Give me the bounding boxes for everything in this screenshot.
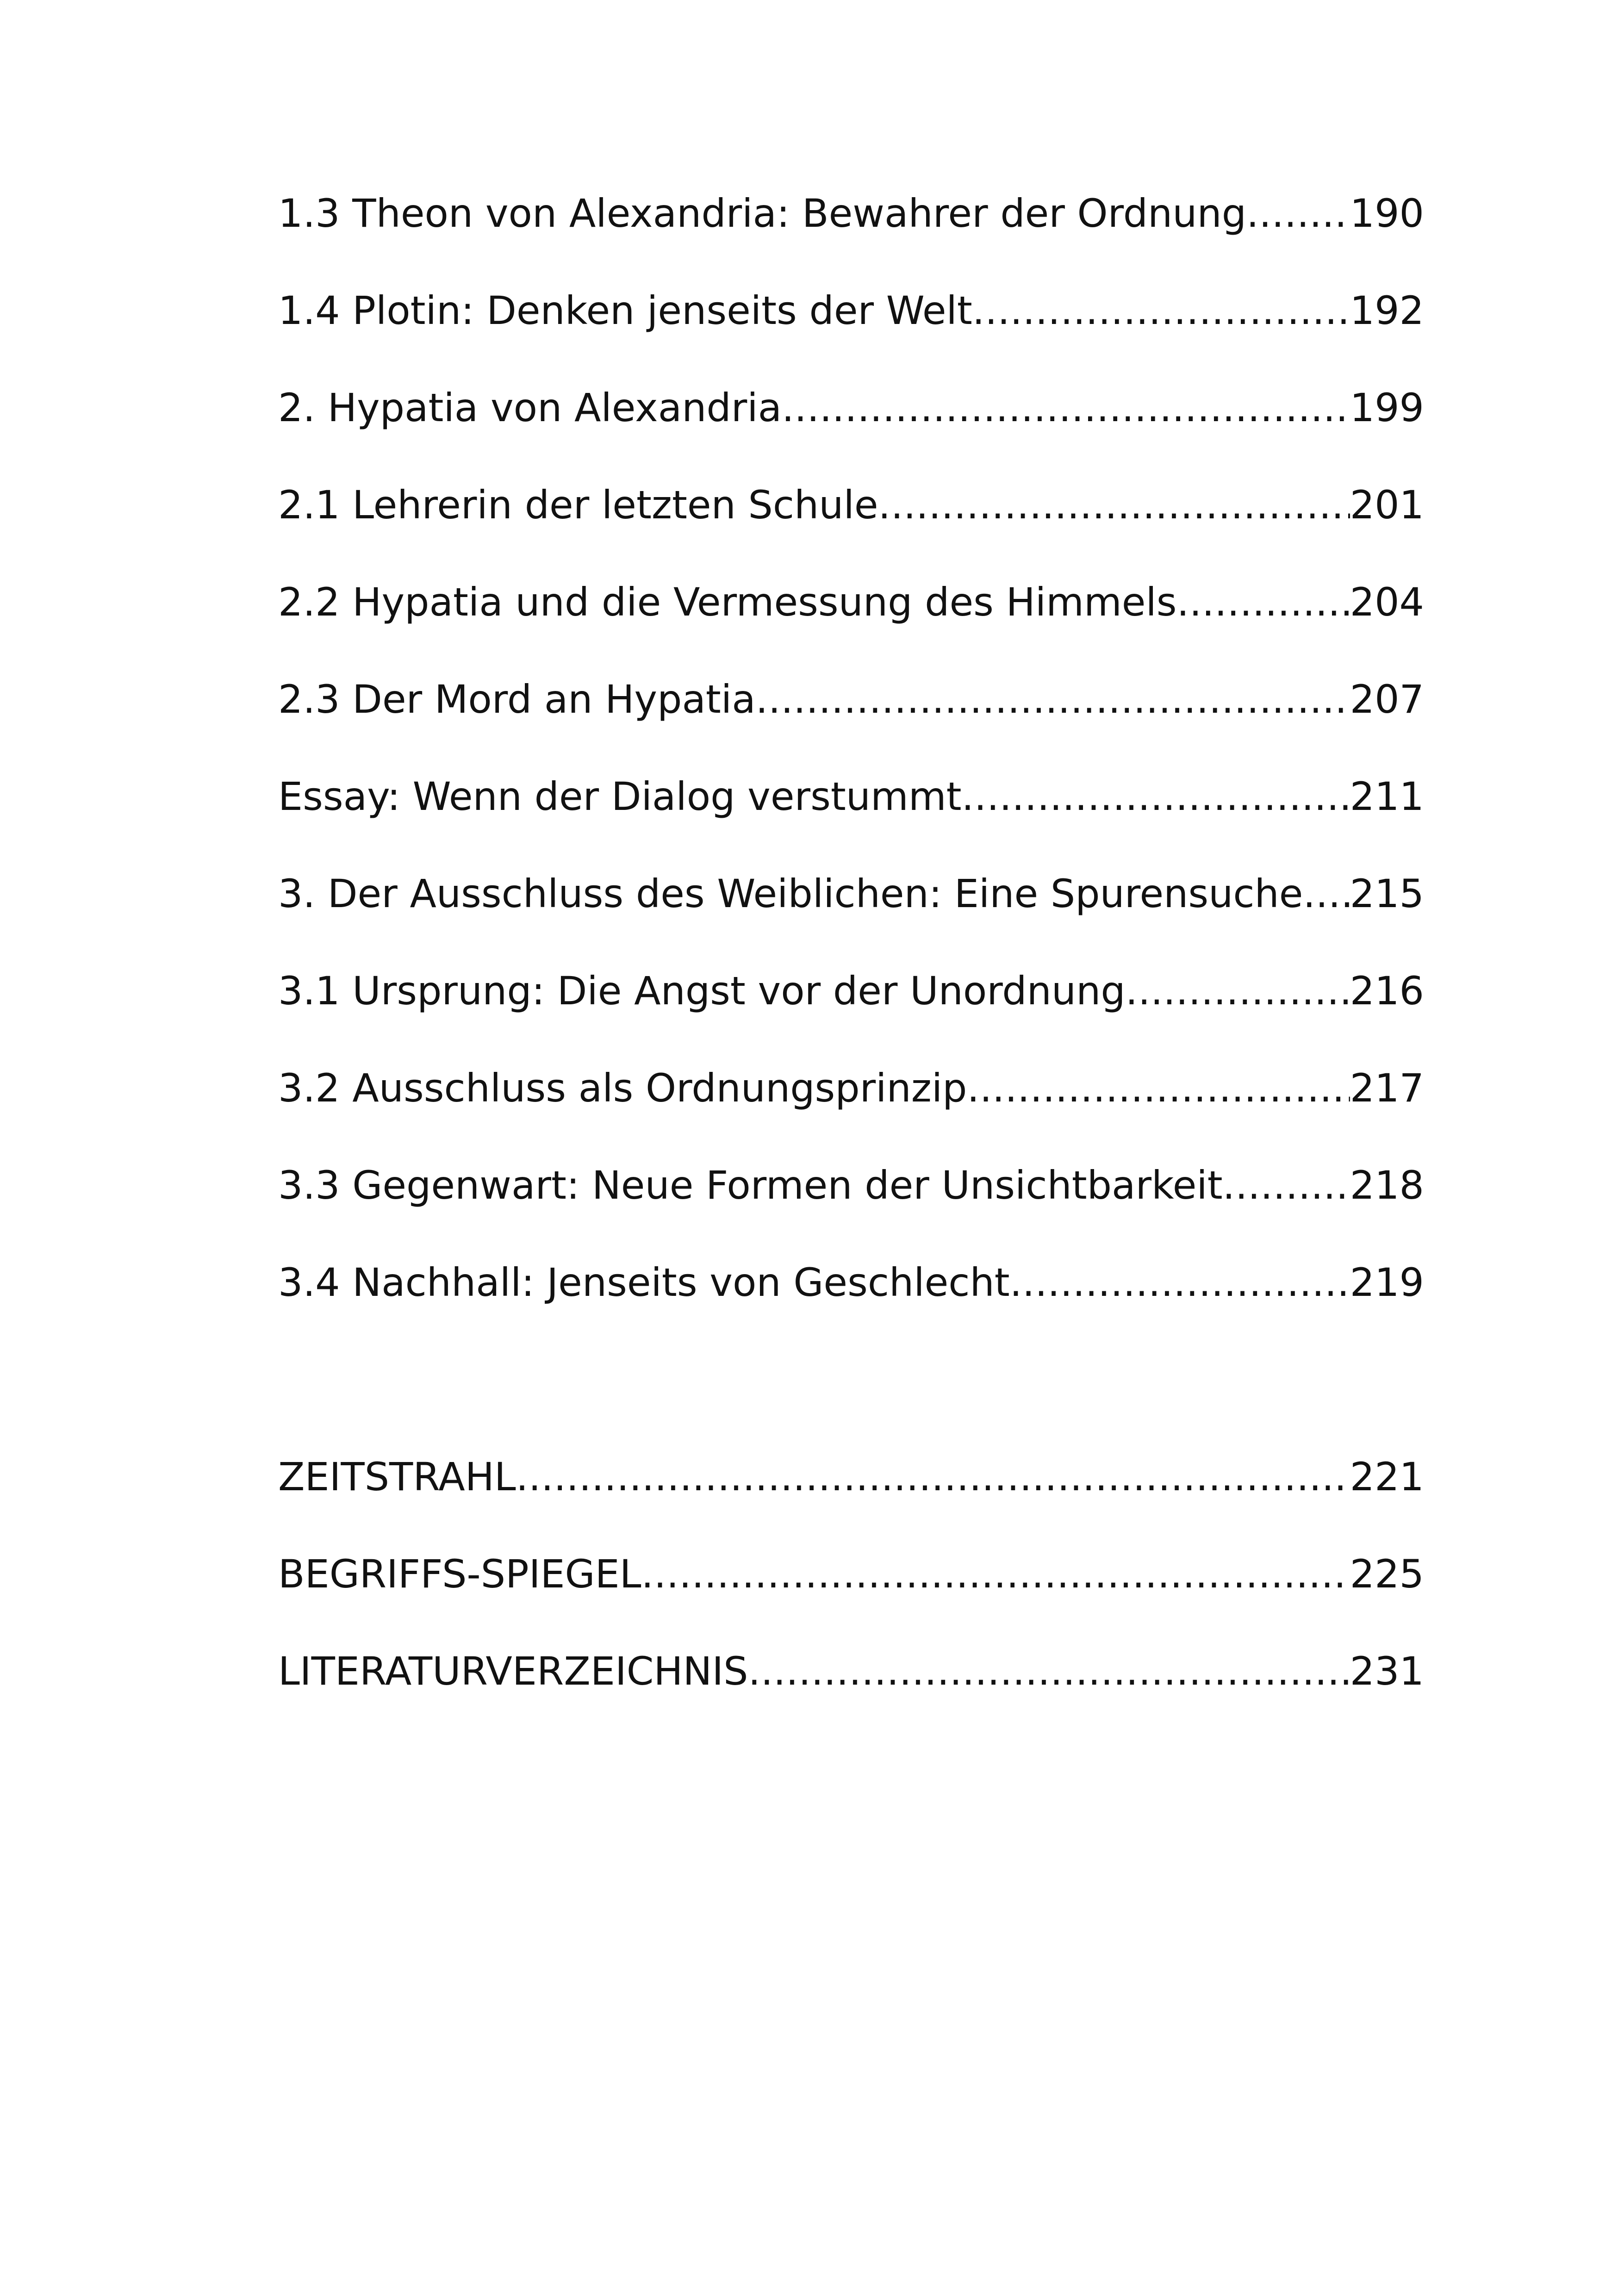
toc-entry xyxy=(278,673,1424,725)
toc-entry-title: 1.4 Plotin: Denken jenseits der Welt xyxy=(278,288,972,333)
toc-dot-leader xyxy=(972,285,1350,336)
toc-entry-page: 207 xyxy=(1350,677,1424,722)
toc-entry xyxy=(278,771,1424,822)
toc-entry-title: 2.2 Hypatia und die Vermessung des Himmels xyxy=(278,579,1177,625)
toc-entry xyxy=(278,965,1424,1017)
toc-dot-leader xyxy=(516,1451,1350,1503)
toc-entry-page: 211 xyxy=(1350,774,1424,819)
toc-entry-page: 201 xyxy=(1350,482,1424,528)
toc-entry-page: 204 xyxy=(1350,579,1424,625)
toc-entry-title: 3.3 Gegenwart: Neue Formen der Unsichtbarkeit xyxy=(278,1163,1223,1208)
toc-dot-leader xyxy=(1126,965,1350,1017)
toc-dot-leader xyxy=(1223,1159,1350,1211)
toc-entry xyxy=(278,187,1424,239)
toc-entry-title: 2.1 Lehrerin der letzten Schule xyxy=(278,482,878,528)
toc-entry-page: 231 xyxy=(1350,1649,1424,1694)
toc-entry-title: 2. Hypatia von Alexandria xyxy=(278,385,782,430)
toc-dot-leader xyxy=(748,1645,1350,1697)
toc-entry-title: 3.2 Ausschluss als Ordnungsprinzip xyxy=(278,1065,967,1111)
toc-entry-page: 199 xyxy=(1350,385,1424,430)
toc-entry-title: Essay: Wenn der Dialog verstummt xyxy=(278,774,962,819)
toc-entry-title: 3.1 Ursprung: Die Angst vor der Unordnung xyxy=(278,968,1126,1014)
toc-entry-page: 215 xyxy=(1350,871,1424,916)
toc-entry-page: 218 xyxy=(1350,1163,1424,1208)
toc-entry-title: ZEITSTRAHL xyxy=(278,1454,516,1500)
toc-dot-leader xyxy=(641,1548,1350,1600)
toc-entry xyxy=(278,1548,1424,1600)
toc-entry xyxy=(278,1257,1424,1308)
toc-entry xyxy=(278,382,1424,434)
toc-entry-title: BEGRIFFS-SPIEGEL xyxy=(278,1551,641,1597)
toc-entry-page: 190 xyxy=(1350,191,1424,236)
toc-entry-page: 221 xyxy=(1350,1454,1424,1500)
toc-entry-title: 3. Der Ausschluss des Weiblichen: Eine Spurensuche xyxy=(278,871,1303,916)
toc-dot-leader xyxy=(967,1062,1350,1114)
toc-dot-leader xyxy=(1010,1257,1350,1308)
table-of-contents xyxy=(278,187,1424,1742)
toc-entry-title: 2.3 Der Mord an Hypatia xyxy=(278,677,756,722)
toc-entry xyxy=(278,868,1424,920)
toc-entry-page: 216 xyxy=(1350,968,1424,1014)
toc-entry xyxy=(278,285,1424,336)
toc-entry-title: LITERATURVERZEICHNIS xyxy=(278,1649,748,1694)
toc-entry-page: 192 xyxy=(1350,288,1424,333)
toc-entry-page: 225 xyxy=(1350,1551,1424,1597)
toc-dot-leader xyxy=(756,673,1350,725)
toc-entry xyxy=(278,1159,1424,1211)
toc-dot-leader xyxy=(878,479,1350,531)
toc-dot-leader xyxy=(782,382,1350,434)
toc-entry xyxy=(278,1645,1424,1697)
toc-dot-leader xyxy=(962,771,1350,822)
toc-dot-leader xyxy=(1246,187,1350,239)
toc-entry xyxy=(278,576,1424,628)
toc-entry-title: 1.3 Theon von Alexandria: Bewahrer der Ordnung xyxy=(278,191,1247,236)
toc-entry-title: 3.4 Nachhall: Jenseits von Geschlecht xyxy=(278,1260,1010,1305)
toc-entry-page: 217 xyxy=(1350,1065,1424,1111)
toc-dot-leader xyxy=(1303,868,1350,920)
toc-entry xyxy=(278,1062,1424,1114)
toc-entry-page: 219 xyxy=(1350,1260,1424,1305)
toc-dot-leader xyxy=(1177,576,1350,628)
toc-entry xyxy=(278,479,1424,531)
toc-entry xyxy=(278,1451,1424,1503)
